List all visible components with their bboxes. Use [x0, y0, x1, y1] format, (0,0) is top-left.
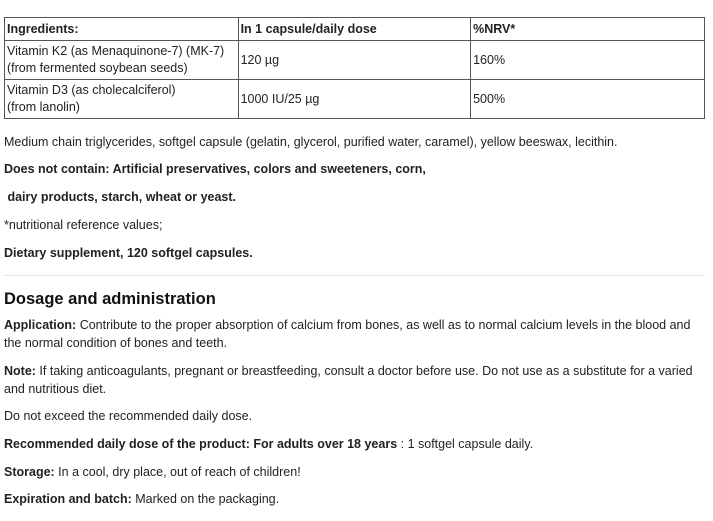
does-not-contain-text: Does not contain: Artificial preservatives, colors and sweeteners, corn,	[4, 162, 426, 176]
application-label: Application:	[4, 318, 77, 332]
does-not-contain-line1	[4, 161, 426, 177]
note-paragraph	[4, 362, 706, 398]
application-text: Contribute to the proper absorption of calcium from bones, as well as to normal calcium levels in the blood and the normal condition of bones and teeth.	[4, 318, 691, 350]
ingredient-nrv-cell: 160%	[471, 41, 705, 80]
do-not-exceed: Do not exceed the recommended daily dose.	[4, 409, 253, 423]
storage-label: Storage:	[4, 465, 55, 479]
note-label: Note:	[4, 364, 36, 378]
ingredient-name-cell	[5, 41, 239, 80]
section-heading: Dosage and administration	[4, 290, 216, 308]
ingredient-name-line1: Vitamin D3 (as cholecalciferol)	[7, 83, 176, 97]
header-nrv: %NRV*	[471, 18, 705, 41]
storage-paragraph	[4, 463, 706, 481]
ingredient-dose-cell: 120 µg	[238, 41, 471, 80]
storage-text: In a cool, dry place, out of reach of children!	[54, 465, 301, 479]
table-row	[5, 41, 705, 80]
ingredient-dose-cell: 1000 IU/25 µg	[238, 80, 471, 119]
application-paragraph	[4, 316, 706, 352]
ingredient-name-line2: (from fermented soybean seeds)	[7, 61, 188, 75]
expiration-text: Marked on the packaging.	[131, 492, 280, 506]
note-text: If taking anticoagulants, pregnant or breastfeeding, consult a doctor before use. Do not use as a substitute for a varied and nutritious diet.	[4, 364, 693, 396]
ingredients-table	[4, 17, 705, 119]
supplement-text: Dietary supplement, 120 softgel capsules.	[4, 246, 253, 260]
section-divider	[4, 275, 705, 276]
ingredient-name-line2: (from lanolin)	[7, 100, 80, 114]
does-not-contain-text-2: dairy products, starch, wheat or yeast.	[4, 190, 237, 204]
other-ingredients: Medium chain triglycerides, softgel capsule (gelatin, glycerol, purified water, caramel), yellow beeswax, lecithin.	[4, 135, 618, 149]
header-ingredients: Ingredients:	[5, 18, 239, 41]
table-row	[5, 80, 705, 119]
header-dose: In 1 capsule/daily dose	[238, 18, 471, 41]
recommended-dose-paragraph	[4, 435, 706, 453]
expiration-label: Expiration and batch:	[4, 492, 132, 506]
recommended-label: Recommended daily dose of the product: For adults over 18 years	[4, 437, 398, 451]
recommended-text: : 1 softgel capsule daily.	[397, 437, 534, 451]
table-header-row	[5, 18, 705, 41]
does-not-contain-line2	[4, 189, 236, 205]
ingredient-name-cell	[5, 80, 239, 119]
expiration-paragraph	[4, 490, 706, 508]
ingredient-name-line1: Vitamin K2 (as Menaquinone-7) (MK-7)	[7, 44, 225, 58]
supplement-line	[4, 245, 253, 261]
footnote: *nutritional reference values;	[4, 218, 163, 232]
ingredient-nrv-cell: 500%	[471, 80, 705, 119]
